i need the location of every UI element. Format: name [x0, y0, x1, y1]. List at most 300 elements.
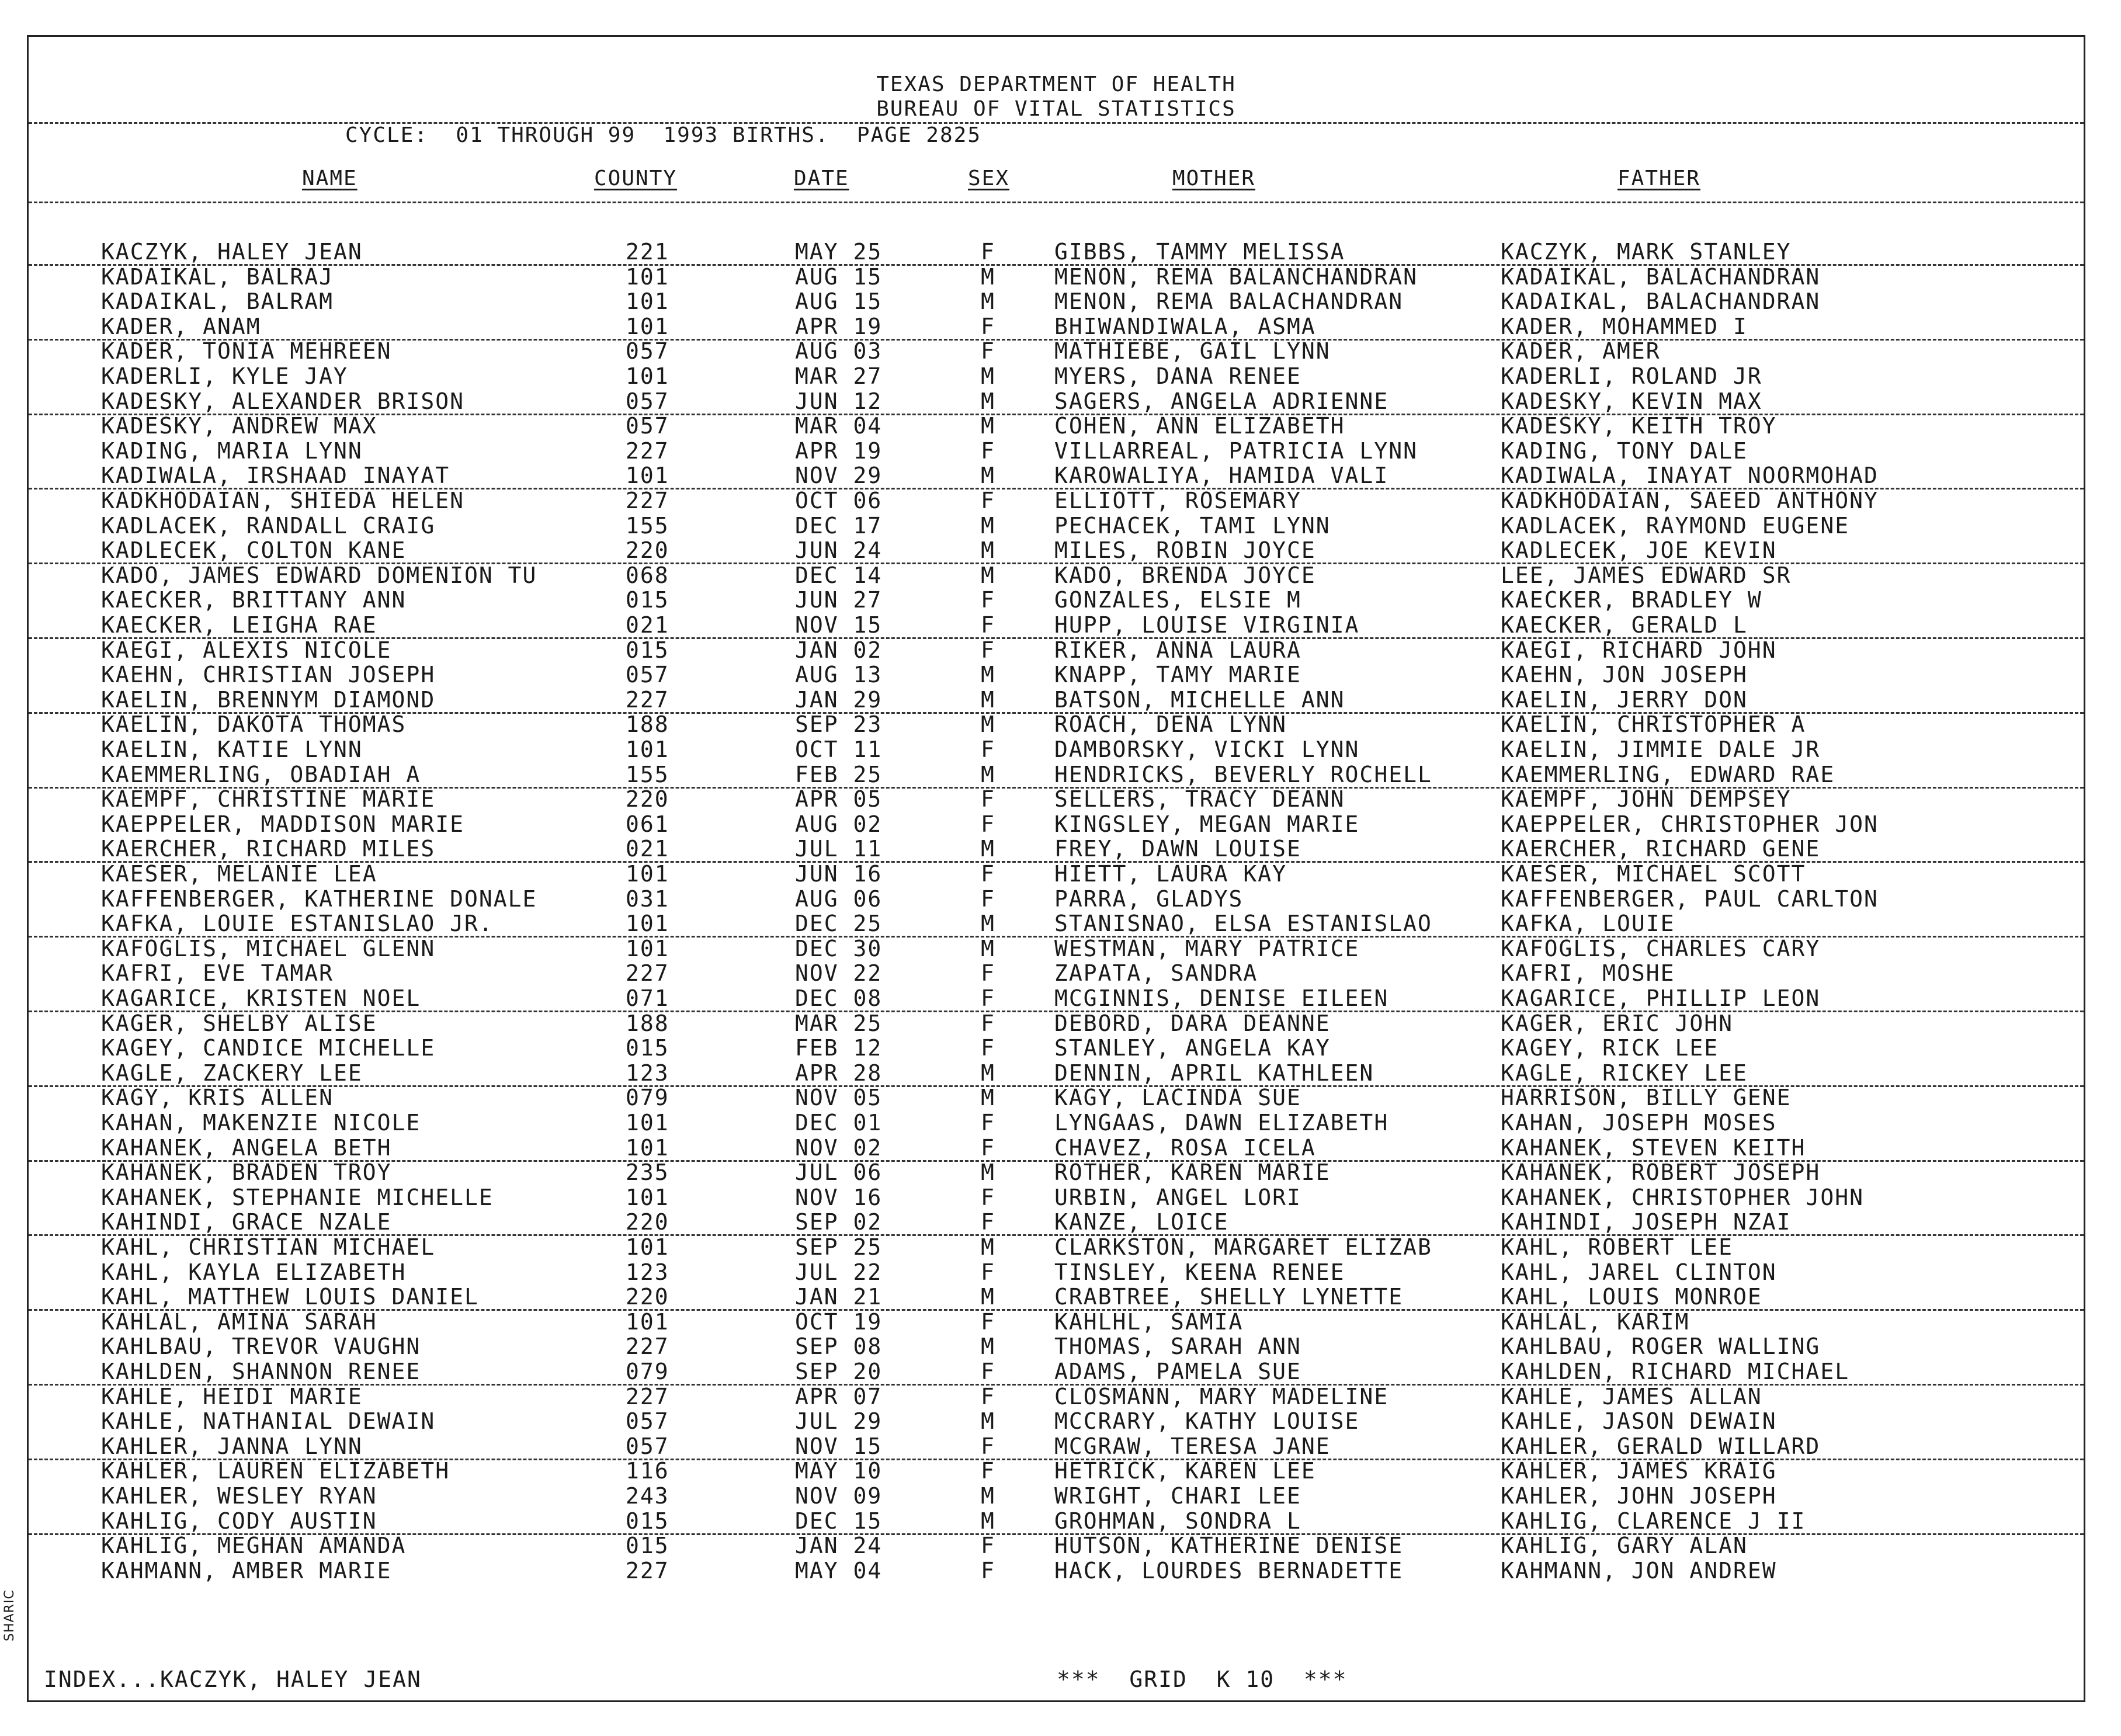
cell-sex: F — [981, 239, 995, 265]
cell-mother: KNAPP, TAMY MARIE — [1054, 662, 1301, 688]
cell-father: KAEGI, RICHARD JOHN — [1501, 637, 1777, 663]
cell-date: SEP 20 — [795, 1359, 883, 1384]
table-row — [29, 1533, 2084, 1558]
cell-date: DEC 01 — [795, 1110, 883, 1136]
cell-sex: M — [981, 463, 995, 489]
cell-sex: M — [981, 1408, 995, 1435]
cell-name: KAGLE, ZACKERY LEE — [101, 1060, 363, 1086]
cell-name: KAHLER, JANNA LYNN — [101, 1433, 363, 1459]
cell-mother: HUPP, LOUISE VIRGINIA — [1054, 612, 1360, 638]
cell-father: KAERCHER, RICHARD GENE — [1501, 836, 1821, 862]
cell-county: 057 — [626, 338, 669, 364]
cell-father: KAGARICE, PHILLIP LEON — [1501, 985, 1821, 1011]
cell-mother: ROACH, DENA LYNN — [1054, 711, 1287, 738]
table-row — [29, 513, 2084, 538]
cell-sex: F — [981, 612, 995, 638]
table-row — [29, 363, 2084, 388]
cell-mother: ADAMS, PAMELA SUE — [1054, 1359, 1301, 1384]
cell-county: 101 — [626, 1184, 669, 1210]
cell-name: KADAIKAL, BALRAM — [101, 289, 334, 315]
cell-father: KAHAN, JOSEPH MOSES — [1501, 1110, 1777, 1136]
cell-name: KADKHODAIAN, SHIEDA HELEN — [101, 488, 464, 513]
document-title: TEXAS DEPARTMENT OF HEALTH — [876, 72, 1236, 96]
cell-sex: M — [981, 1085, 995, 1111]
cell-county: 188 — [626, 711, 669, 738]
cell-name: KAHLBAU, TREVOR VAUGHN — [101, 1334, 421, 1360]
cell-date: DEC 15 — [795, 1508, 883, 1534]
cell-sex: F — [981, 1134, 995, 1161]
cell-name: KAGEY, CANDICE MICHELLE — [101, 1035, 436, 1061]
cell-name: KAHLER, LAUREN ELIZABETH — [101, 1458, 450, 1484]
column-header-county: COUNTY — [594, 166, 678, 190]
cell-name: KAEHN, CHRISTIAN JOSEPH — [101, 662, 436, 688]
cell-date: JAN 29 — [795, 686, 883, 713]
cell-mother: KANZE, LOICE — [1054, 1209, 1229, 1235]
cell-county: 155 — [626, 761, 669, 787]
cell-name: KAHLAL, AMINA SARAH — [101, 1308, 377, 1335]
cell-mother: MYERS, DANA RENEE — [1054, 363, 1301, 389]
cell-father: KAHINDI, JOSEPH NZAI — [1501, 1209, 1792, 1235]
cell-name: KADER, TONIA MEHREEN — [101, 338, 392, 364]
cell-mother: CHAVEZ, ROSA ICELA — [1054, 1134, 1316, 1161]
cell-mother: GIBBS, TAMMY MELISSA — [1054, 239, 1345, 265]
cell-date: DEC 25 — [795, 911, 883, 937]
table-row — [29, 711, 2084, 737]
table-row — [29, 388, 2084, 415]
cell-sex: F — [981, 1359, 995, 1384]
cell-father: KADAIKAL, BALACHANDRAN — [1501, 289, 1821, 315]
cell-date: NOV 09 — [795, 1483, 883, 1509]
cell-name: KAFRI, EVE TAMAR — [101, 960, 334, 987]
cell-sex: F — [981, 488, 995, 513]
cell-county: 101 — [626, 463, 669, 489]
table-row — [29, 687, 2084, 714]
cell-county: 220 — [626, 1284, 669, 1310]
cell-mother: HUTSON, KATHERINE DENISE — [1054, 1533, 1404, 1559]
table-row — [29, 1458, 2084, 1483]
cell-county: 031 — [626, 886, 669, 912]
cell-name: KAELIN, BRENNYM DIAMOND — [101, 686, 436, 713]
table-row — [29, 1408, 2084, 1433]
table-row — [29, 911, 2084, 938]
index-line: INDEX...KACZYK, HALEY JEAN — [44, 1666, 422, 1692]
cell-mother: MCGRAW, TERESA JANE — [1054, 1433, 1331, 1459]
table-row — [29, 762, 2084, 789]
cell-county: 068 — [626, 562, 669, 588]
cell-father: KAHL, ROBERT LEE — [1501, 1234, 1734, 1260]
cell-mother: FREY, DAWN LOUISE — [1054, 836, 1301, 862]
column-header-mother: MOTHER — [1172, 166, 1256, 190]
grid-reference: *** GRID K 10 *** — [1057, 1666, 1348, 1692]
table-row — [29, 1085, 2084, 1110]
column-header-name: NAME — [302, 166, 357, 190]
cell-name: KAHAN, MAKENZIE NICOLE — [101, 1110, 421, 1136]
cell-sex: M — [981, 1334, 995, 1360]
table-row — [29, 413, 2084, 438]
table-row — [29, 786, 2084, 811]
cell-date: NOV 02 — [795, 1134, 883, 1161]
cell-county: 079 — [626, 1085, 669, 1111]
table-row — [29, 338, 2084, 363]
cell-name: KAERCHER, RICHARD MILES — [101, 836, 436, 862]
cell-mother: WRIGHT, CHARI LEE — [1054, 1483, 1301, 1509]
cell-county: 155 — [626, 512, 669, 539]
cell-date: APR 28 — [795, 1060, 883, 1086]
table-row — [29, 1135, 2084, 1162]
cell-mother: TINSLEY, KEENA RENEE — [1054, 1259, 1345, 1285]
cell-father: KAEMMERLING, EDWARD RAE — [1501, 761, 1835, 787]
cell-date: DEC 17 — [795, 512, 883, 539]
cell-mother: STANLEY, ANGELA KAY — [1054, 1035, 1331, 1061]
cell-name: KAECKER, LEIGHA RAE — [101, 612, 377, 638]
cell-date: AUG 06 — [795, 886, 883, 912]
table-row — [29, 1035, 2084, 1060]
table-row — [29, 1011, 2084, 1036]
cell-county: 057 — [626, 1408, 669, 1435]
cell-name: KAEPPELER, MADDISON MARIE — [101, 811, 464, 837]
cell-mother: GONZALES, ELSIE M — [1054, 587, 1301, 613]
table-row — [29, 1483, 2084, 1508]
cell-county: 101 — [626, 263, 669, 290]
cell-sex: F — [981, 886, 995, 912]
cell-county: 101 — [626, 911, 669, 937]
cell-county: 123 — [626, 1060, 669, 1086]
cell-father: KAELIN, CHRISTOPHER A — [1501, 711, 1806, 738]
cell-sex: M — [981, 711, 995, 738]
cell-date: FEB 25 — [795, 761, 883, 787]
cell-name: KAHLIG, CODY AUSTIN — [101, 1508, 377, 1534]
cell-county: 101 — [626, 737, 669, 762]
cell-sex: F — [981, 637, 995, 663]
cell-name: KADLECEK, COLTON KANE — [101, 537, 407, 564]
cell-father: KAELIN, JERRY DON — [1501, 686, 1748, 713]
cell-father: KAEHN, JON JOSEPH — [1501, 662, 1748, 688]
cell-name: KAHLER, WESLEY RYAN — [101, 1483, 377, 1509]
cell-name: KAHLIG, MEGHAN AMANDA — [101, 1533, 407, 1559]
cell-date: NOV 15 — [795, 612, 883, 638]
cell-mother: MENON, REMA BALANCHANDRAN — [1054, 263, 1418, 290]
cell-sex: M — [981, 289, 995, 315]
cell-county: 015 — [626, 637, 669, 663]
cell-county: 057 — [626, 1433, 669, 1459]
cell-sex: M — [981, 1508, 995, 1534]
cell-county: 227 — [626, 488, 669, 513]
cell-sex: F — [981, 960, 995, 987]
cell-date: APR 05 — [795, 786, 883, 813]
cell-name: KAEMMERLING, OBADIAH A — [101, 761, 421, 787]
cell-county: 101 — [626, 1134, 669, 1161]
cell-date: MAR 04 — [795, 413, 883, 439]
cell-mother: HETRICK, KAREN LEE — [1054, 1458, 1316, 1484]
cell-mother: THOMAS, SARAH ANN — [1054, 1334, 1301, 1360]
document-frame — [27, 35, 2085, 1702]
cell-date: OCT 06 — [795, 488, 883, 513]
cell-mother: KAROWALIYA, HAMIDA VALI — [1054, 463, 1389, 489]
cell-sex: F — [981, 1533, 995, 1559]
cell-mother: BATSON, MICHELLE ANN — [1054, 686, 1345, 713]
cell-county: 057 — [626, 413, 669, 439]
cell-county: 015 — [626, 1508, 669, 1534]
cell-mother: GROHMAN, SONDRA L — [1054, 1508, 1301, 1534]
cell-county: 227 — [626, 686, 669, 713]
cell-father: KAHANEK, ROBERT JOSEPH — [1501, 1159, 1821, 1186]
cell-name: KAHLE, HEIDI MARIE — [101, 1383, 363, 1409]
cell-sex: F — [981, 1184, 995, 1210]
cell-father: KAHLER, JAMES KRAIG — [1501, 1458, 1777, 1484]
cell-county: 101 — [626, 1234, 669, 1260]
table-row — [29, 1384, 2084, 1409]
cycle-line: CYCLE: 01 THROUGH 99 1993 BIRTHS. PAGE 2825 — [345, 123, 981, 147]
cell-mother: ELLIOTT, ROSEMARY — [1054, 488, 1301, 513]
cell-date: SEP 08 — [795, 1334, 883, 1360]
cell-mother: KADO, BRENDA JOYCE — [1054, 562, 1316, 588]
cell-father: KAHL, LOUIS MONROE — [1501, 1284, 1762, 1310]
cell-name: KAECKER, BRITTANY ANN — [101, 587, 407, 613]
cell-name: KADESKY, ALEXANDER BRISON — [101, 388, 464, 414]
cell-sex: M — [981, 388, 995, 414]
cell-county: 116 — [626, 1458, 669, 1484]
cell-father: KAHLAL, KARIM — [1501, 1308, 1690, 1335]
cell-sex: M — [981, 512, 995, 539]
cell-name: KAHINDI, GRACE NZALE — [101, 1209, 392, 1235]
cell-sex: F — [981, 1110, 995, 1136]
cell-date: JUL 11 — [795, 836, 883, 862]
cell-county: 220 — [626, 1209, 669, 1235]
cell-county: 188 — [626, 1010, 669, 1036]
table-row — [29, 563, 2084, 588]
cell-sex: M — [981, 686, 995, 713]
cell-sex: M — [981, 836, 995, 862]
cell-county: 021 — [626, 836, 669, 862]
cell-father: KAHANEK, CHRISTOPHER JOHN — [1501, 1184, 1864, 1210]
cell-date: APR 07 — [795, 1383, 883, 1409]
cell-date: AUG 02 — [795, 811, 883, 837]
cell-name: KADERLI, KYLE JAY — [101, 363, 348, 389]
cell-sex: F — [981, 1383, 995, 1409]
cell-father: KAHMANN, JON ANDREW — [1501, 1557, 1777, 1584]
cell-date: JUN 12 — [795, 388, 883, 414]
cell-father: KADAIKAL, BALACHANDRAN — [1501, 263, 1821, 290]
cell-mother: CLOSMANN, MARY MADELINE — [1054, 1383, 1389, 1409]
cell-sex: M — [981, 761, 995, 787]
cell-county: 227 — [626, 1557, 669, 1584]
cell-father: KAHLIG, GARY ALAN — [1501, 1533, 1748, 1559]
cell-sex: F — [981, 985, 995, 1011]
cell-father: KAGLE, RICKEY LEE — [1501, 1060, 1748, 1086]
table-row — [29, 811, 2084, 836]
cell-mother: ROTHER, KAREN MARIE — [1054, 1159, 1331, 1186]
cell-name: KAELIN, KATIE LYNN — [101, 737, 363, 762]
cell-county: 101 — [626, 935, 669, 961]
cell-date: SEP 25 — [795, 1234, 883, 1260]
table-row — [29, 537, 2084, 564]
cell-mother: COHEN, ANN ELIZABETH — [1054, 413, 1345, 439]
cell-father: KAFOGLIS, CHARLES CARY — [1501, 935, 1821, 961]
table-row — [29, 637, 2084, 662]
cell-father: KAELIN, JIMMIE DALE JR — [1501, 737, 1821, 762]
cell-county: 057 — [626, 388, 669, 414]
table-row — [29, 1185, 2084, 1210]
cell-sex: F — [981, 1010, 995, 1036]
cell-sex: F — [981, 1035, 995, 1061]
cell-date: NOV 15 — [795, 1433, 883, 1459]
cell-county: 015 — [626, 1035, 669, 1061]
cell-name: KAGARICE, KRISTEN NOEL — [101, 985, 421, 1011]
cell-sex: F — [981, 438, 995, 464]
cell-mother: SELLERS, TRACY DEANN — [1054, 786, 1345, 813]
cell-mother: KAGY, LACINDA SUE — [1054, 1085, 1301, 1111]
cell-date: AUG 15 — [795, 289, 883, 315]
cell-mother: PARRA, GLADYS — [1054, 886, 1244, 912]
cell-county: 227 — [626, 1383, 669, 1409]
cell-date: JUN 27 — [795, 587, 883, 613]
cell-father: KAEMPF, JOHN DEMPSEY — [1501, 786, 1792, 813]
cell-sex: F — [981, 861, 995, 887]
cell-county: 101 — [626, 363, 669, 389]
table-row — [29, 289, 2084, 314]
table-row — [29, 1433, 2084, 1460]
cell-father: KADER, AMER — [1501, 338, 1661, 364]
cell-date: AUG 13 — [795, 662, 883, 688]
cell-sex: M — [981, 1483, 995, 1509]
cell-county: 227 — [626, 1334, 669, 1360]
table-row — [29, 463, 2084, 489]
cell-sex: M — [981, 363, 995, 389]
cell-date: MAY 25 — [795, 239, 883, 265]
table-row — [29, 1234, 2084, 1259]
cell-mother: VILLARREAL, PATRICIA LYNN — [1054, 438, 1418, 464]
cell-father: KAHLE, JASON DEWAIN — [1501, 1408, 1777, 1435]
cell-mother: DAMBORSKY, VICKI LYNN — [1054, 737, 1360, 762]
cell-sex: M — [981, 911, 995, 937]
cell-mother: HENDRICKS, BEVERLY ROCHELL — [1054, 761, 1432, 787]
cell-sex: F — [981, 1458, 995, 1484]
document-subtitle: BUREAU OF VITAL STATISTICS — [876, 97, 1236, 121]
cell-mother: HIETT, LAURA KAY — [1054, 861, 1287, 887]
cell-name: KADER, ANAM — [101, 313, 261, 339]
cell-name: KAHMANN, AMBER MARIE — [101, 1557, 392, 1584]
cell-mother: SAGERS, ANGELA ADRIENNE — [1054, 388, 1389, 414]
column-header-sex: SEX — [968, 166, 1010, 190]
cell-county: 101 — [626, 289, 669, 315]
cell-sex: F — [981, 1433, 995, 1459]
cell-sex: F — [981, 737, 995, 762]
cell-sex: M — [981, 1060, 995, 1086]
cell-mother: ZAPATA, SANDRA — [1054, 960, 1258, 987]
cell-father: KADIWALA, INAYAT NOORMOHAD — [1501, 463, 1879, 489]
cell-father: KAHLER, GERALD WILLARD — [1501, 1433, 1821, 1459]
cell-father: KAFFENBERGER, PAUL CARLTON — [1501, 886, 1879, 912]
cell-mother: MCCRARY, KATHY LOUISE — [1054, 1408, 1360, 1435]
cell-sex: F — [981, 1259, 995, 1285]
cell-county: 123 — [626, 1259, 669, 1285]
cell-mother: PECHACEK, TAMI LYNN — [1054, 512, 1331, 539]
cell-father: KADERLI, ROLAND JR — [1501, 363, 1762, 389]
cell-name: KAGER, SHELBY ALISE — [101, 1010, 377, 1036]
cell-county: 079 — [626, 1359, 669, 1384]
cell-date: SEP 23 — [795, 711, 883, 738]
cell-father: KAHLBAU, ROGER WALLING — [1501, 1334, 1821, 1360]
cell-name: KAHLDEN, SHANNON RENEE — [101, 1359, 421, 1384]
cell-mother: WESTMAN, MARY PATRICE — [1054, 935, 1360, 961]
cell-sex: F — [981, 587, 995, 613]
side-label: SHARIC — [2, 1589, 17, 1641]
cell-mother: MATHIEBE, GAIL LYNN — [1054, 338, 1331, 364]
cell-sex: F — [981, 811, 995, 837]
cell-sex: M — [981, 263, 995, 290]
cell-sex: F — [981, 338, 995, 364]
cell-father: KAGEY, RICK LEE — [1501, 1035, 1719, 1061]
table-row — [29, 1259, 2084, 1284]
cell-sex: F — [981, 1308, 995, 1335]
cell-date: DEC 14 — [795, 562, 883, 588]
cell-name: KADLACEK, RANDALL CRAIG — [101, 512, 436, 539]
cell-date: NOV 05 — [795, 1085, 883, 1111]
cell-sex: M — [981, 1284, 995, 1310]
cell-name: KACZYK, HALEY JEAN — [101, 239, 363, 265]
cell-date: DEC 08 — [795, 985, 883, 1011]
cell-date: JUN 16 — [795, 861, 883, 887]
cell-sex: M — [981, 1234, 995, 1260]
cell-father: KAHLIG, CLARENCE J II — [1501, 1508, 1806, 1534]
cell-father: KAFKA, LOUIE — [1501, 911, 1675, 937]
cell-father: KADESKY, KEVIN MAX — [1501, 388, 1762, 414]
table-row — [29, 314, 2084, 341]
cell-county: 227 — [626, 960, 669, 987]
table-row — [29, 886, 2084, 911]
cell-name: KADAIKAL, BALRAJ — [101, 263, 334, 290]
cell-county: 101 — [626, 1308, 669, 1335]
cell-name: KAHANEK, ANGELA BETH — [101, 1134, 392, 1161]
cell-name: KAFKA, LOUIE ESTANISLAO JR. — [101, 911, 494, 937]
cell-name: KAHL, CHRISTIAN MICHAEL — [101, 1234, 436, 1260]
cell-county: 227 — [626, 438, 669, 464]
cell-date: MAY 04 — [795, 1557, 883, 1584]
cell-father: KADLECEK, JOE KEVIN — [1501, 537, 1777, 564]
cell-date: JAN 24 — [795, 1533, 883, 1559]
cell-mother: RIKER, ANNA LAURA — [1054, 637, 1301, 663]
table-row — [29, 1209, 2084, 1236]
cell-date: APR 19 — [795, 438, 883, 464]
cell-sex: M — [981, 562, 995, 588]
cell-sex: M — [981, 1159, 995, 1186]
cell-date: NOV 29 — [795, 463, 883, 489]
cell-date: MAY 10 — [795, 1458, 883, 1484]
cell-name: KAHANEK, BRADEN TROY — [101, 1159, 392, 1186]
table-row — [29, 264, 2084, 289]
cell-date: JAN 02 — [795, 637, 883, 663]
cell-county: 071 — [626, 985, 669, 1011]
table-row — [29, 612, 2084, 639]
header-divider — [29, 122, 2084, 124]
cell-date: OCT 11 — [795, 737, 883, 762]
table-row — [29, 836, 2084, 863]
cell-county: 220 — [626, 537, 669, 564]
table-row — [29, 438, 2084, 463]
cell-sex: F — [981, 1557, 995, 1584]
cell-county: 101 — [626, 861, 669, 887]
cell-name: KAFFENBERGER, KATHERINE DONALE — [101, 886, 537, 912]
cell-date: JAN 21 — [795, 1284, 883, 1310]
cell-father: KADING, TONY DALE — [1501, 438, 1748, 464]
cell-date: AUG 03 — [795, 338, 883, 364]
cell-date: FEB 12 — [795, 1035, 883, 1061]
cell-date: JUL 06 — [795, 1159, 883, 1186]
table-row — [29, 1334, 2084, 1359]
cell-mother: STANISNAO, ELSA ESTANISLAO — [1054, 911, 1432, 937]
cell-name: KAELIN, DAKOTA THOMAS — [101, 711, 407, 738]
cell-sex: M — [981, 662, 995, 688]
